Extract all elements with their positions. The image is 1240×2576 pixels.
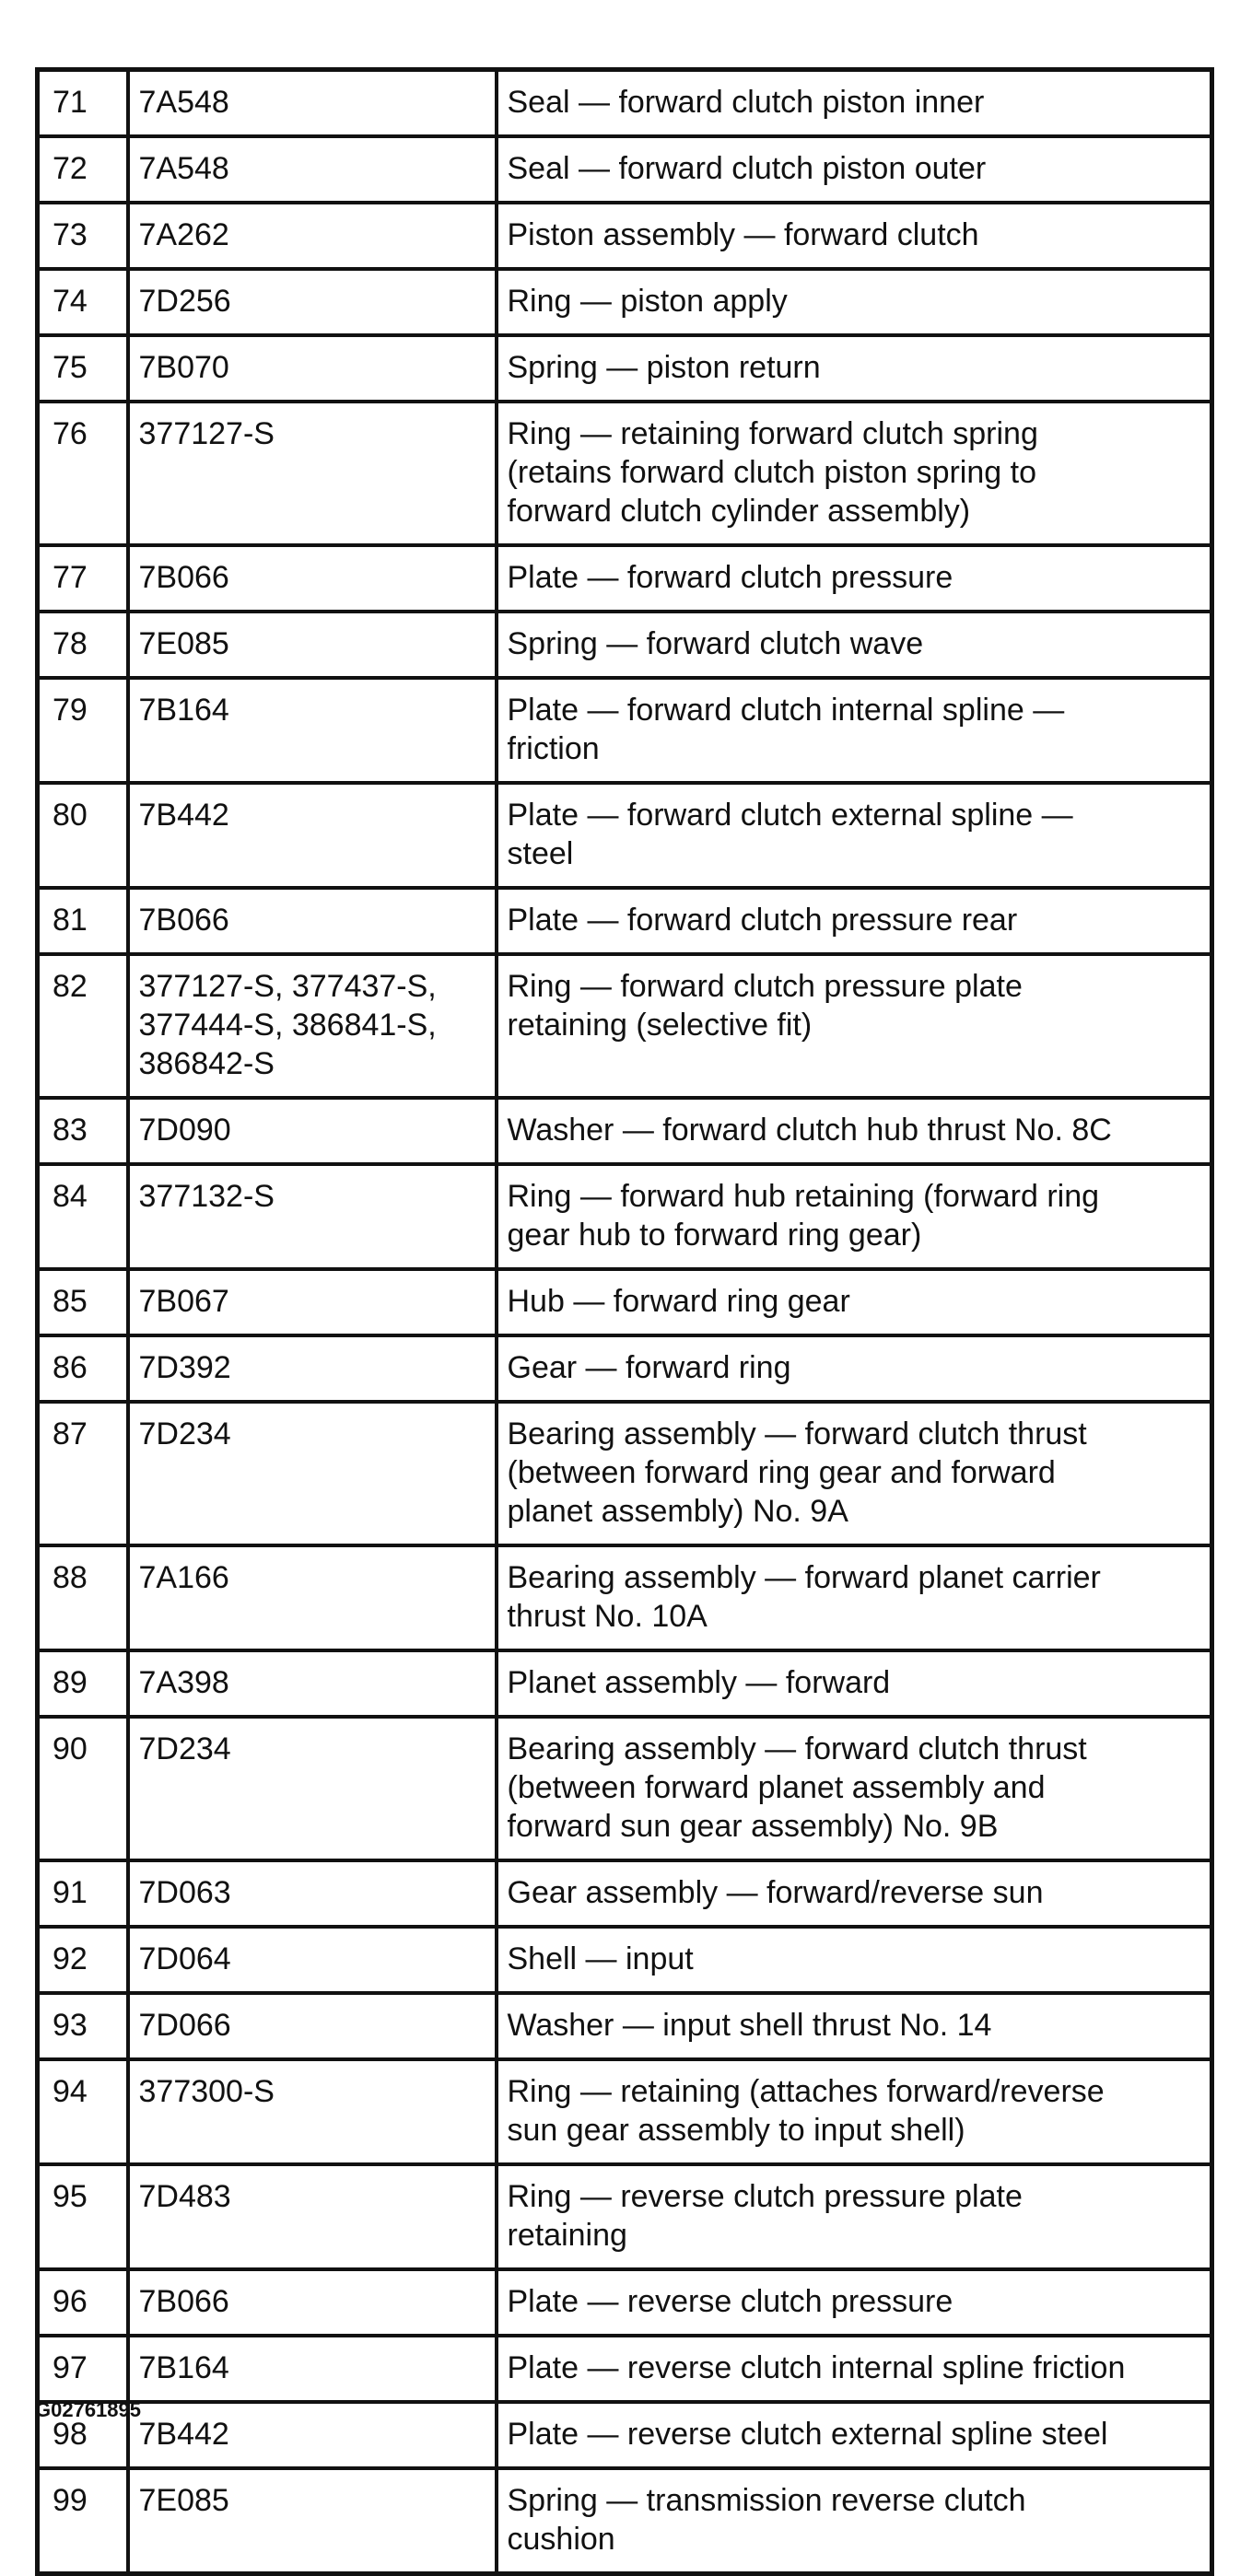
table-row	[38, 2164, 1212, 2269]
description-cell: Plate — reverse clutch internal spline friction	[497, 2336, 1212, 2402]
item-number-cell: 87	[38, 1402, 128, 1545]
description-cell: Seal — forward clutch piston outer	[497, 136, 1212, 203]
description-cell: Planet assembly — forward	[497, 1650, 1212, 1717]
table-row	[38, 888, 1212, 954]
table-row	[38, 1993, 1212, 2059]
part-number-cell: 7D234	[128, 1717, 497, 1860]
item-number-cell: 81	[38, 888, 128, 954]
table-row	[38, 269, 1212, 335]
part-number-cell: 7D090	[128, 1098, 497, 1164]
part-number-cell: 7A548	[128, 136, 497, 203]
item-number-cell: 76	[38, 402, 128, 545]
parts-table	[35, 67, 1214, 2576]
item-number-cell: 94	[38, 2059, 128, 2164]
description-cell: Ring — reverse clutch pressure plate retaining	[497, 2164, 1212, 2269]
description-cell: Plate — forward clutch external spline — steel	[497, 783, 1212, 888]
item-number-cell: 90	[38, 1717, 128, 1860]
item-number-cell: 86	[38, 1335, 128, 1402]
description-cell: Bearing assembly — forward clutch thrust (between forward ring gear and forward planet assembly) No. 9A	[497, 1402, 1212, 1545]
table-row	[38, 545, 1212, 612]
item-number-cell: 89	[38, 1650, 128, 1717]
table-row	[38, 2468, 1212, 2574]
item-number-cell: 98	[38, 2402, 128, 2468]
item-number-cell: 73	[38, 203, 128, 269]
table-row	[38, 335, 1212, 402]
description-cell: Seal — forward clutch piston inner	[497, 70, 1212, 137]
description-cell: Ring — retaining forward clutch spring (retains forward clutch piston spring to forward clutch cylinder assembly)	[497, 402, 1212, 545]
description-cell: Bearing assembly — forward clutch thrust (between forward planet assembly and forward sun gear assembly) No. 9B	[497, 1717, 1212, 1860]
item-number-cell: 97	[38, 2336, 128, 2402]
part-number-cell: 7B164	[128, 2336, 497, 2402]
part-number-cell: 7D234	[128, 1402, 497, 1545]
table-row	[38, 136, 1212, 203]
item-number-cell: 72	[38, 136, 128, 203]
table-row	[38, 1927, 1212, 1993]
table-row	[38, 783, 1212, 888]
table-row	[38, 402, 1212, 545]
table-row	[38, 2336, 1212, 2402]
table-row	[38, 954, 1212, 1098]
table-row	[38, 1269, 1212, 1335]
description-cell: Ring — forward hub retaining (forward ring gear hub to forward ring gear)	[497, 1164, 1212, 1269]
part-number-cell: 377127-S, 377437-S, 377444-S, 386841-S, 386842-S	[128, 954, 497, 1098]
part-number-cell: 377300-S	[128, 2059, 497, 2164]
table-row	[38, 203, 1212, 269]
item-number-cell: 74	[38, 269, 128, 335]
item-number-cell: 77	[38, 545, 128, 612]
part-number-cell: 7E085	[128, 2468, 497, 2574]
table-row	[38, 1164, 1212, 1269]
table-row	[38, 70, 1212, 137]
part-number-cell: 7D392	[128, 1335, 497, 1402]
table-row	[38, 1098, 1212, 1164]
part-number-cell: 7B067	[128, 1269, 497, 1335]
description-cell: Plate — forward clutch pressure rear	[497, 888, 1212, 954]
part-number-cell: 7B164	[128, 678, 497, 783]
description-cell: Plate — reverse clutch external spline steel	[497, 2402, 1212, 2468]
description-cell: Bearing assembly — forward planet carrier thrust No. 10A	[497, 1545, 1212, 1650]
item-number-cell: 79	[38, 678, 128, 783]
item-number-cell: 82	[38, 954, 128, 1098]
table-row	[38, 1545, 1212, 1650]
description-cell: Gear — forward ring	[497, 1335, 1212, 1402]
part-number-cell: 377132-S	[128, 1164, 497, 1269]
table-row	[38, 1717, 1212, 1860]
parts-table-body	[38, 70, 1212, 2574]
part-number-cell: 7D064	[128, 1927, 497, 1993]
description-cell: Spring — transmission reverse clutch cushion	[497, 2468, 1212, 2574]
part-number-cell: 7B442	[128, 783, 497, 888]
item-number-cell: 99	[38, 2468, 128, 2574]
part-number-cell: 7E085	[128, 612, 497, 678]
description-cell: Spring — forward clutch wave	[497, 612, 1212, 678]
description-cell: Ring — piston apply	[497, 269, 1212, 335]
description-cell: Spring — piston return	[497, 335, 1212, 402]
part-number-cell: 7B066	[128, 545, 497, 612]
table-row	[38, 1860, 1212, 1927]
item-number-cell: 71	[38, 70, 128, 137]
part-number-cell: 7D256	[128, 269, 497, 335]
part-number-cell: 7A262	[128, 203, 497, 269]
description-cell: Ring — forward clutch pressure plate retaining (selective fit)	[497, 954, 1212, 1098]
part-number-cell: 7B070	[128, 335, 497, 402]
table-row	[38, 678, 1212, 783]
item-number-cell: 83	[38, 1098, 128, 1164]
item-number-cell: 75	[38, 335, 128, 402]
table-row	[38, 1402, 1212, 1545]
item-number-cell: 88	[38, 1545, 128, 1650]
description-cell: Ring — retaining (attaches forward/reverse sun gear assembly to input shell)	[497, 2059, 1212, 2164]
item-number-cell: 85	[38, 1269, 128, 1335]
part-number-cell: 7A398	[128, 1650, 497, 1717]
table-row	[38, 2269, 1212, 2336]
item-number-cell: 96	[38, 2269, 128, 2336]
description-cell: Shell — input	[497, 1927, 1212, 1993]
part-number-cell: 7B442	[128, 2402, 497, 2468]
part-number-cell: 7A166	[128, 1545, 497, 1650]
description-cell: Plate — forward clutch pressure	[497, 545, 1212, 612]
item-number-cell: 93	[38, 1993, 128, 2059]
part-number-cell: 7B066	[128, 888, 497, 954]
item-number-cell: 80	[38, 783, 128, 888]
table-row	[38, 612, 1212, 678]
description-cell: Hub — forward ring gear	[497, 1269, 1212, 1335]
item-number-cell: 92	[38, 1927, 128, 1993]
description-cell: Washer — forward clutch hub thrust No. 8C	[497, 1098, 1212, 1164]
part-number-cell: 7B066	[128, 2269, 497, 2336]
table-row	[38, 1335, 1212, 1402]
description-cell: Plate — forward clutch internal spline — friction	[497, 678, 1212, 783]
table-row	[38, 2059, 1212, 2164]
item-number-cell: 84	[38, 1164, 128, 1269]
description-cell: Washer — input shell thrust No. 14	[497, 1993, 1212, 2059]
item-number-cell: 91	[38, 1860, 128, 1927]
description-cell: Piston assembly — forward clutch	[497, 203, 1212, 269]
item-number-cell: 78	[38, 612, 128, 678]
table-row	[38, 1650, 1212, 1717]
description-cell: Gear assembly — forward/reverse sun	[497, 1860, 1212, 1927]
table-row	[38, 2402, 1212, 2468]
part-number-cell: 7A548	[128, 70, 497, 137]
part-number-cell: 7D063	[128, 1860, 497, 1927]
part-number-cell: 377127-S	[128, 402, 497, 545]
part-number-cell: 7D066	[128, 1993, 497, 2059]
part-number-cell: 7D483	[128, 2164, 497, 2269]
item-number-cell: 95	[38, 2164, 128, 2269]
description-cell: Plate — reverse clutch pressure	[497, 2269, 1212, 2336]
figure-id: G02761895	[35, 2398, 141, 2421]
